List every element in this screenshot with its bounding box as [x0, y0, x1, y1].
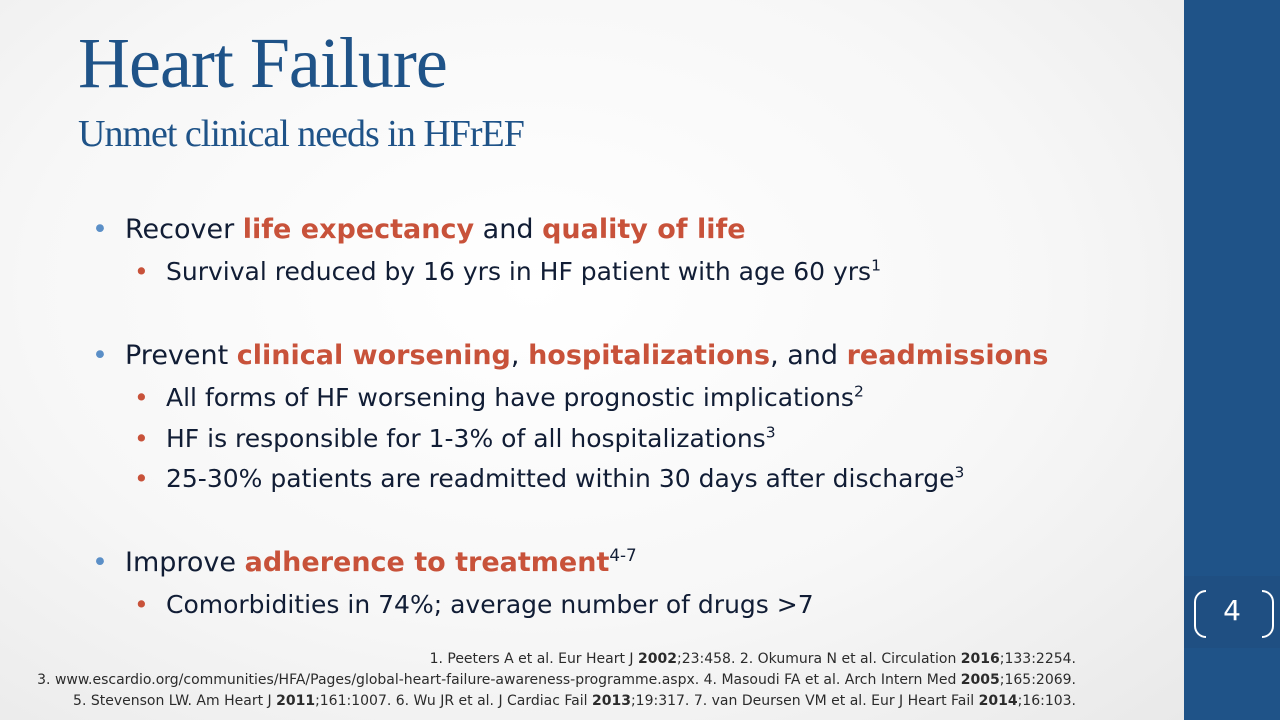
slide-subtitle: Unmet clinical needs in HFrEF [78, 113, 524, 155]
highlight-readmissions: readmissions [846, 340, 1049, 371]
bullet-prevent: • Prevent clinical worsening, hospitalizations, and readmissions [92, 340, 1049, 371]
highlight-adherence: adherence to treatment [244, 547, 610, 578]
sub-bullet-comorbidities: • Comorbidities in 74%; average number of drugs >7 [134, 590, 814, 619]
sub-bullet-readmitted: • 25-30% patients are readmitted within 30 days after discharge$^3$ [134, 463, 965, 493]
reference-line-1: 1. Peeters A et al. Eur Heart J 2002;23:458. 2. Okumura N et al. Circulation 2016;133:2254. [429, 651, 1076, 667]
bullet-dot: • [92, 547, 108, 578]
sub-bullet-dot: • [134, 424, 149, 453]
bullet-dot: • [92, 214, 108, 245]
citation-sup: 2 [853, 382, 864, 401]
sub-bullet-dot: • [134, 383, 149, 412]
citation-sup: 3 [765, 423, 776, 442]
highlight-clinical-worsening: clinical worsening [236, 340, 511, 371]
reference-line-2: 3. www.escardio.org/communities/HFA/Pages/global-heart-failure-awareness-programme.aspx. 4. Masoudi FA et al. Arch Intern Med 2005;165:2069. [37, 672, 1076, 688]
reference-line-3: 5. Stevenson LW. Am Heart J 2011;161:1007. 6. Wu JR et al. J Cardiac Fail 2013;19:317. 7. van Deursen VM et al. Eur J Heart Fail 2014;16:103. [73, 693, 1076, 709]
sub-bullet-dot: • [134, 590, 149, 619]
sub-bullet-survival: • Survival reduced by 16 yrs in HF patient with age 60 yrs$^1$ [134, 256, 881, 286]
sub-bullet-dot: • [134, 464, 149, 493]
sub-bullet-dot: • [134, 257, 149, 286]
citation-sup: 3 [954, 463, 965, 482]
sub-bullet-worsening: • All forms of HF worsening have prognostic implications$^2$ [134, 382, 864, 412]
bullet-improve: • Improve adherence to treatment$^{4-7}$ [92, 544, 637, 578]
citation-sup: 1 [871, 256, 881, 275]
sub-bullet-hospitalizations: • HF is responsible for 1-3% of all hospitalizations$^3$ [134, 423, 776, 453]
bracket-right-icon [1262, 590, 1274, 638]
bullet-recover: • Recover life expectancy and quality of life [92, 214, 746, 245]
citation-sup: 4-7 [609, 544, 637, 565]
highlight-life-expectancy: life expectancy [242, 214, 475, 245]
page-number: 4 [1223, 594, 1241, 627]
highlight-quality-of-life: quality of life [542, 214, 746, 245]
bullet-dot: • [92, 340, 108, 371]
slide-title: Heart Failure [78, 23, 447, 103]
highlight-hospitalizations: hospitalizations [528, 340, 771, 371]
